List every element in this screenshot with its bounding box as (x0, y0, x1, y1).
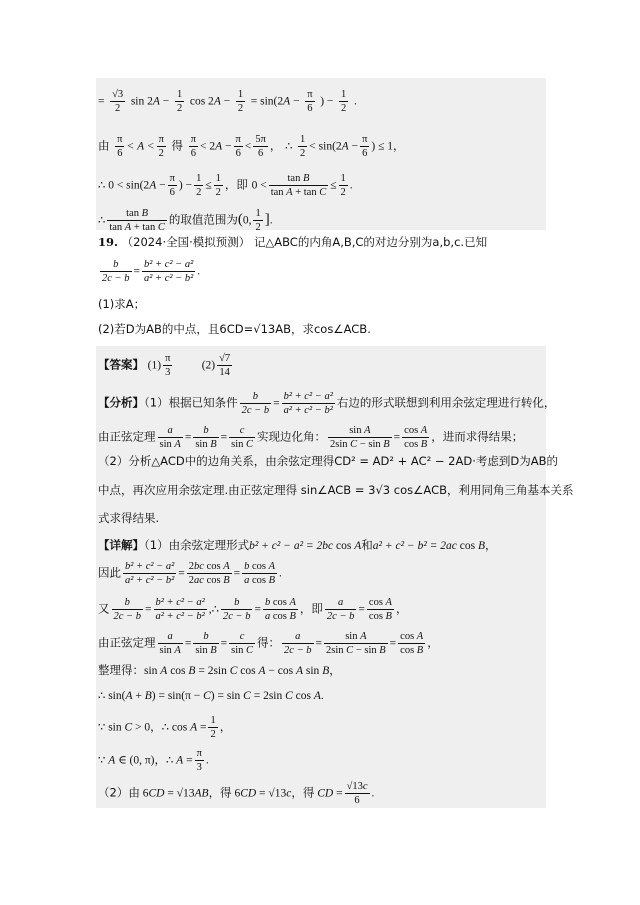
problem-header (98, 234, 544, 250)
problem-number: 19. (98, 235, 119, 249)
analysis-line-5: 式求得结果. (98, 511, 160, 525)
detail-line-3: 又 $\frac{b}{2c - b}$ = $\frac{\text{b² + c² − a²}}{\text{a² + c² − b²}}$ ,∴ $\frac{b}{2c - b}$ = $\frac{\text{b cos A}}{\text{a cos B}}$ ，即 $\frac{a}{2c - b}$ = $\frac{\text{cos A}}{\text{cos B}}$ ， (98, 597, 408, 622)
analysis-label: 【分析】 (98, 395, 144, 410)
detail-line-8: ∵ A ∈ (0, π)，∴ A = $\frac{\pi}{3}$ . (98, 748, 209, 773)
detail-line-1: 【详解】（1）由余弦定理形式b² + c² − a² = 2bc cos A和a² + c² − b² = 2ac cos B， (98, 538, 497, 552)
analysis-p1e: ，进而求得结果； (431, 429, 524, 444)
analysis-p1d: 实现边化角： (257, 429, 327, 444)
analysis-line-4: 中点，再次应用余弦定理.由正弦定理得 sin∠ACB = 3√3 cos∠ACB，利用同角三角基本关系 (98, 483, 574, 497)
analysis-p1c: 由正弦定理 (98, 429, 156, 444)
answer-label: 【答案】 (98, 357, 144, 372)
question-2: (2)若D为AB的中点，且6CD=√13AB，求cos∠ACB. (98, 322, 371, 336)
top-line-2: 由 $\frac{\pi}{6}$ < A < $\frac{\pi}{2}$ 得 $\frac{\pi}{6}$ < 2A − $\frac{\pi}{6}$ < $\frac{5\pi}{6}$ ， ∴ $\frac{1}{2}$ < sin(2A − $\frac{\pi}{6}$ ) ≤ 1， (98, 134, 405, 159)
analysis-line-3: （2）分析△ACD中的边角关系，由余弦定理得CD² = AD² + AC² − 2AD·考虑到D为AB的 (98, 454, 558, 468)
top-line-4: ∴ $\frac{\text{tan B}}{\text{tan A + tan C}}$ 的取值范围为(0, $\frac{1}{2}$ ]. (98, 208, 273, 233)
problem-stem: 记△ABC的内角A,B,C的对边分别为a,b,c.已知 (253, 235, 488, 249)
top-line-3: ∴ 0 < sin(2A − $\frac{\pi}{6}$ ) − $\frac{1}{2}$ ≤ $\frac{1}{2}$ ，即 0 < $\frac{\text{tan B}}{\text{tan A + tan C}}$ ≤ $\frac{1}{2}$ . (98, 173, 353, 198)
detail-line-6: ∴ sin(A + B) = sin(π − C) = sin C = 2sin C cos A. (98, 690, 324, 702)
analysis-p1a: （1）根据已知条件 (144, 395, 238, 410)
problem-condition: $\frac{b}{2c - b}$ = $\frac{\text{b² + c² − a²}}{\text{a² + c² − b²}}$ . (102, 259, 201, 284)
answer-line: 【答案】 (1) $\frac{\pi}{3}$ (2) $\frac{√7}{14}$ (98, 353, 231, 378)
analysis-line-1: 【分析】（1）根据已知条件 $\frac{b}{2c - b}$ = $\frac{\text{b² + c² − a²}}{\text{a² + c² − b²}}$ 右边的形式联想到利用余弦定理进行转化， (98, 391, 556, 416)
detail-line-5: 整理得：sin A cos B = 2sin C cos A − cos A sin B， (98, 663, 341, 677)
problem-source: （2024·全国·模拟预测） (121, 235, 251, 249)
detail-line-7: ∵ sin C > 0，∴ cos A = $\frac{1}{2}$ ， (98, 715, 232, 740)
detail-label: 【详解】 (98, 538, 144, 552)
detail-line-2: 因此 $\frac{\text{b² + c² − a²}}{\text{a² + c² − b²}}$ = $\frac{\text{2bc cos A}}{\text{2ac cos B}}$ = $\frac{\text{b cos A}}{\text{a cos B}}$ . (98, 561, 282, 586)
analysis-line-2: 由正弦定理 $\frac{a}{\text{sin A}}$ = $\frac{b}{\text{sin B}}$ = $\frac{c}{\text{sin C}}$ 实现边化角： $\frac{\text{sin A}}{\text{2sin C − sin B}}$ = $\frac{\text{cos A}}{\text{cos B}}$ ，进而求得结果； (98, 425, 524, 450)
detail-line-4: 由正弦定理 $\frac{a}{\text{sin A}}$ = $\frac{b}{\text{sin B}}$ = $\frac{c}{\text{sin C}}$ 得： $\frac{a}{2c - b}$ = $\frac{\text{sin A}}{\text{2sin C − sin B}}$ = $\frac{\text{cos A}}{\text{cos B}}$ ， (98, 631, 439, 656)
top-line-1: = $\frac{√3}{2}$ sin 2A − $\frac{1}{2}$ cos 2A − $\frac{1}{2}$ = sin(2A − $\frac{\pi}{6}$ ) − $\frac{1}{2}$ . (98, 89, 357, 114)
answer-1-prefix: (1) (147, 359, 162, 372)
question-1: (1)求A； (98, 297, 146, 311)
analysis-p1b: 右边的形式联想到利用余弦定理进行转化， (336, 395, 556, 410)
detail-line-9: （2）由 6CD = √13AB，得 6CD = √13c，得 CD = $\frac{√13c}{6}$ . (98, 781, 375, 806)
answer-2-prefix: (2) (201, 359, 216, 372)
